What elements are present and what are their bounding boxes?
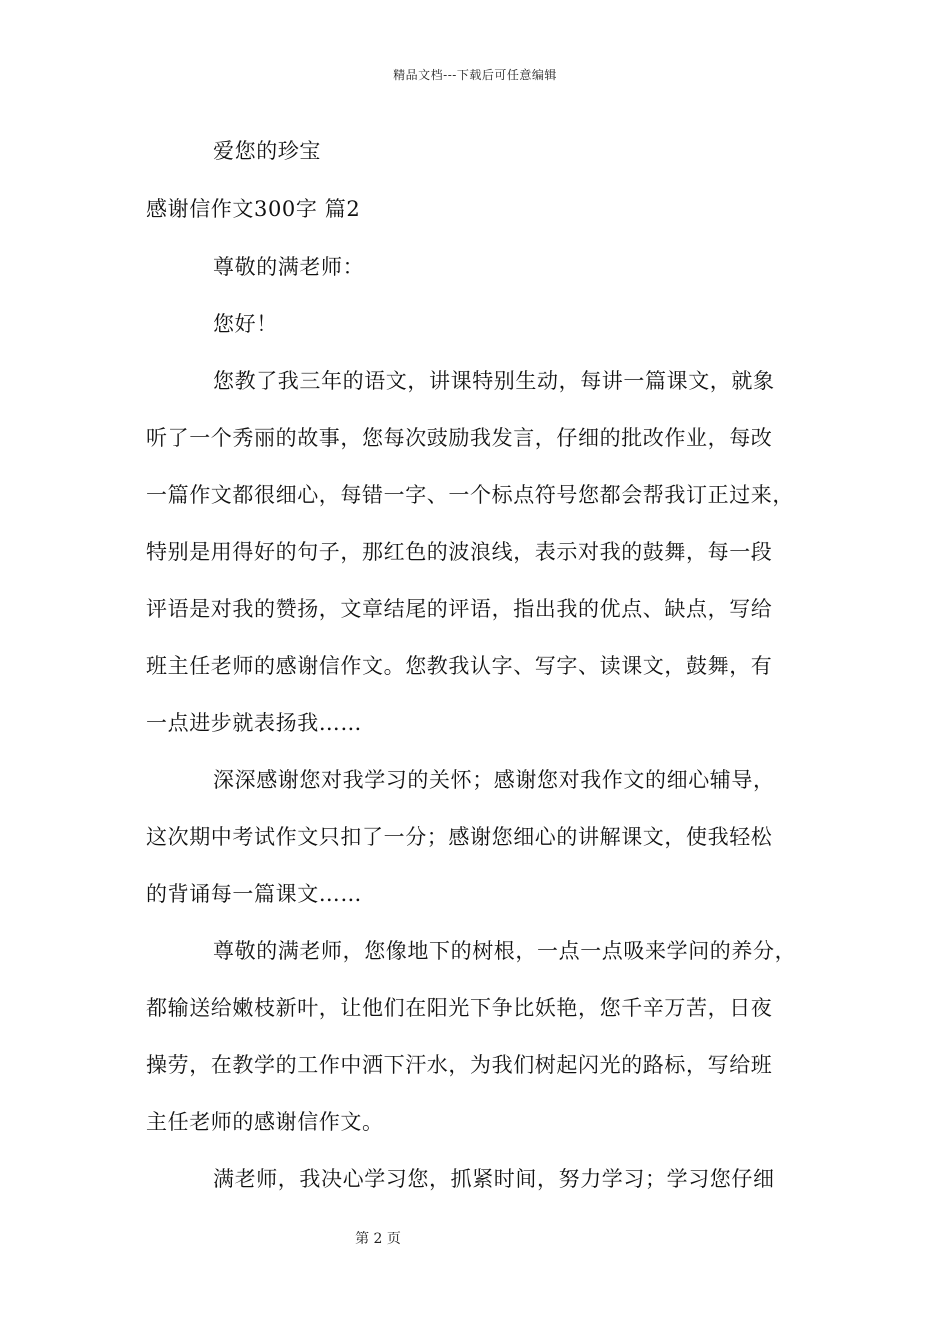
paragraph-2-line-3: 的背诵每一篇课文……: [146, 882, 362, 906]
paragraph-1-line-3: 一篇作文都很细心，每错一字、一个标点符号您都会帮我订正过来，: [146, 483, 794, 507]
paragraph-1-line-7: 一点进步就表扬我……: [146, 711, 362, 735]
paragraph-1-line-1: 您教了我三年的语文，讲课特别生动，每讲一篇课文，就象: [213, 369, 775, 393]
page-header: 精品文档---下载后可任意编辑: [393, 68, 557, 82]
paragraph-2-line-2: 这次期中考试作文只扣了一分；感谢您细心的讲解课文，使我轻松: [146, 825, 773, 849]
paragraph-3-line-3: 操劳，在教学的工作中洒下汗水，为我们树起闪光的路标，写给班: [146, 1053, 773, 1077]
page-number: 第 2 页: [355, 1231, 401, 1247]
paragraph-3-line-4: 主任老师的感谢信作文。: [146, 1110, 384, 1134]
closing-signature-line: 爱您的珍宝: [213, 139, 321, 163]
salutation: 尊敬的满老师：: [213, 255, 365, 279]
paragraph-1-line-5: 评语是对我的赞扬，文章结尾的评语，指出我的优点、缺点，写给: [146, 597, 773, 621]
paragraph-4-line-1: 满老师，我决心学习您，抓紧时间，努力学习；学习您仔细: [213, 1167, 775, 1191]
paragraph-3-line-1: 尊敬的满老师，您像地下的树根，一点一点吸来学问的养分，: [213, 939, 797, 963]
paragraph-1-line-6: 班主任老师的感谢信作文。您教我认字、写字、读课文，鼓舞，有: [146, 654, 773, 678]
paragraph-2-line-1: 深深感谢您对我学习的关怀；感谢您对我作文的细心辅导，: [213, 768, 775, 792]
paragraph-1-line-4: 特别是用得好的句子，那红色的波浪线，表示对我的鼓舞，每一段: [146, 540, 773, 564]
section-title: 感谢信作文300字 篇2: [146, 197, 361, 221]
paragraph-3-line-2: 都输送给嫩枝新叶，让他们在阳光下争比妖艳，您千辛万苦，日夜: [146, 996, 773, 1020]
greeting: 您好！: [213, 312, 278, 336]
paragraph-1-line-2: 听了一个秀丽的故事，您每次豉励我发言，仔细的批改作业，每改: [146, 426, 773, 450]
